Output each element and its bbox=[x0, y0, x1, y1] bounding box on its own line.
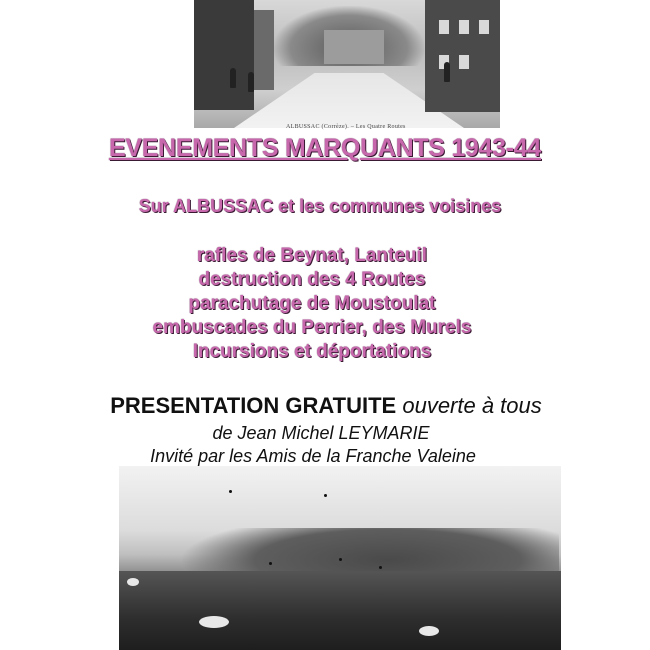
presentation-line bbox=[0, 393, 650, 419]
top-photo-caption: ALBUSSAC (Corrèze). – Les Quatre Routes bbox=[286, 124, 406, 130]
invitation-line: Invité par les Amis de la Franche Valeine bbox=[150, 446, 476, 466]
poster-subtitle: Sur ALBUSSAC et les communes voisines bbox=[138, 196, 502, 216]
top-photo-four-roads bbox=[194, 0, 500, 128]
photo-house-center bbox=[324, 30, 384, 64]
photo-person bbox=[444, 62, 450, 82]
photo-parachute-dot bbox=[339, 558, 342, 561]
photo-parachute-dot bbox=[324, 494, 327, 497]
photo-building-left bbox=[194, 0, 254, 110]
presentation-free: PRESENTATION GRATUITE bbox=[110, 393, 397, 418]
poster-title: EVENEMENTS MARQUANTS 1943-44 bbox=[109, 134, 541, 162]
photo-field bbox=[119, 571, 561, 650]
presenter-name: de Jean Michel LEYMARIE bbox=[212, 423, 430, 443]
photo-light-patch bbox=[419, 626, 439, 636]
photo-parachute-dot bbox=[379, 566, 382, 569]
event-item: rafles de Beynat, Lanteuil bbox=[196, 245, 428, 266]
events-list bbox=[0, 244, 624, 364]
event-item: parachutage de Moustoulat bbox=[188, 293, 436, 314]
photo-light-patch bbox=[199, 616, 229, 628]
photo-person bbox=[230, 68, 236, 88]
presentation-open: ouverte à tous bbox=[402, 393, 542, 418]
event-item: embuscades du Perrier, des Murels bbox=[152, 317, 472, 338]
photo-building-left-side bbox=[254, 10, 274, 90]
photo-light-patch bbox=[127, 578, 139, 586]
event-item: Incursions et déportations bbox=[192, 341, 432, 362]
photo-parachute-dot bbox=[229, 490, 232, 493]
photo-building-right bbox=[425, 0, 500, 112]
photo-parachute-dot bbox=[269, 562, 272, 565]
event-item: destruction des 4 Routes bbox=[198, 269, 426, 290]
photo-person bbox=[248, 72, 254, 92]
bottom-photo-landscape bbox=[119, 466, 561, 650]
